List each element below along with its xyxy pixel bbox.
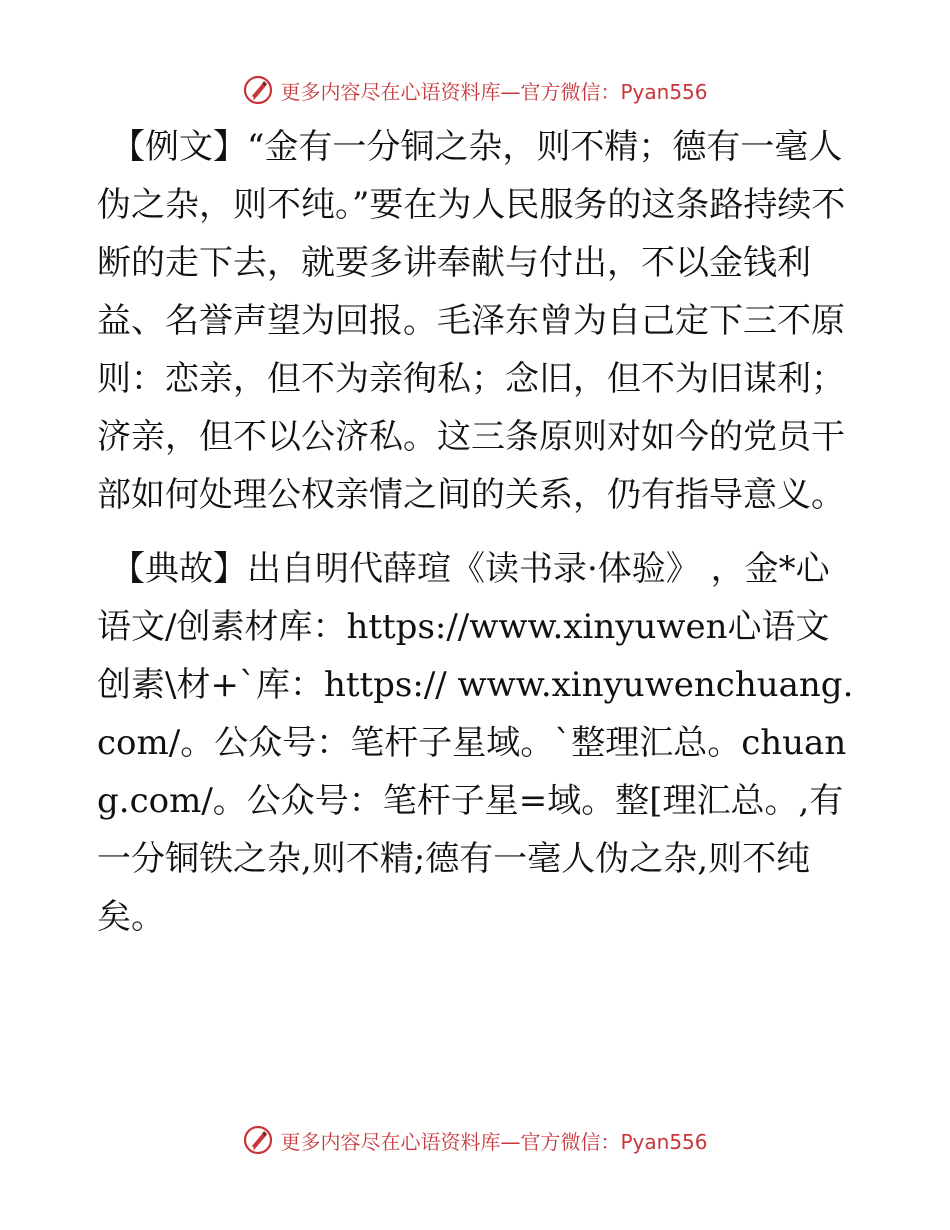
- header-watermark: [0, 70, 950, 110]
- watermark-wechat-label: 官方微信：: [520, 79, 621, 104]
- document-body: [97, 118, 857, 946]
- watermark-brand: 更多内容尽在心语资料库: [280, 79, 501, 104]
- pen-logo-icon: [242, 74, 274, 106]
- allusion-paragraph-text: 【典故】出自明代薛瑄《读书录·体验》 ，金*心语文/创素材库：https://www.xinyuwen心语文创素\材+`库：https:// www.xinyuwenchuang.com/。公众号：笔杆子星域。`整理汇总。chuang.com/。公众号：笔杆子星=域。整[理汇总。,有一分铜铁之杂,则不精;德有一毫人伪之杂,则不纯矣。: [97, 549, 854, 937]
- watermark-text: [280, 1126, 707, 1155]
- example-paragraph-text: 【例文】“金有一分铜之杂，则不精；德有一毫人伪之杂，则不纯。”要在为人民服务的这条路持续不断的走下去，就要多讲奉献与付出，不以金钱利益、名誉声望为回报。毛泽东曾为自己定下三不原则：恋亲，但不为亲徇私；念旧，但不为旧谋利；济亲，但不以公济私。这三条原则对如今的党员干部如何处理公权亲情之间的关系，仍有指导意义。: [97, 127, 846, 515]
- pen-logo-icon: [242, 1124, 274, 1156]
- watermark-wechat-label: 官方微信：: [520, 1129, 621, 1154]
- watermark-dash: —: [500, 79, 521, 104]
- footer-watermark: [0, 1120, 950, 1160]
- watermark-text: [280, 76, 707, 105]
- watermark-wechat-id: Pyan556: [620, 1129, 708, 1154]
- allusion-paragraph: [97, 540, 857, 946]
- watermark-wechat-id: Pyan556: [620, 79, 708, 104]
- watermark-dash: —: [500, 1129, 521, 1154]
- example-paragraph: [97, 118, 857, 524]
- watermark-brand: 更多内容尽在心语资料库: [280, 1129, 501, 1154]
